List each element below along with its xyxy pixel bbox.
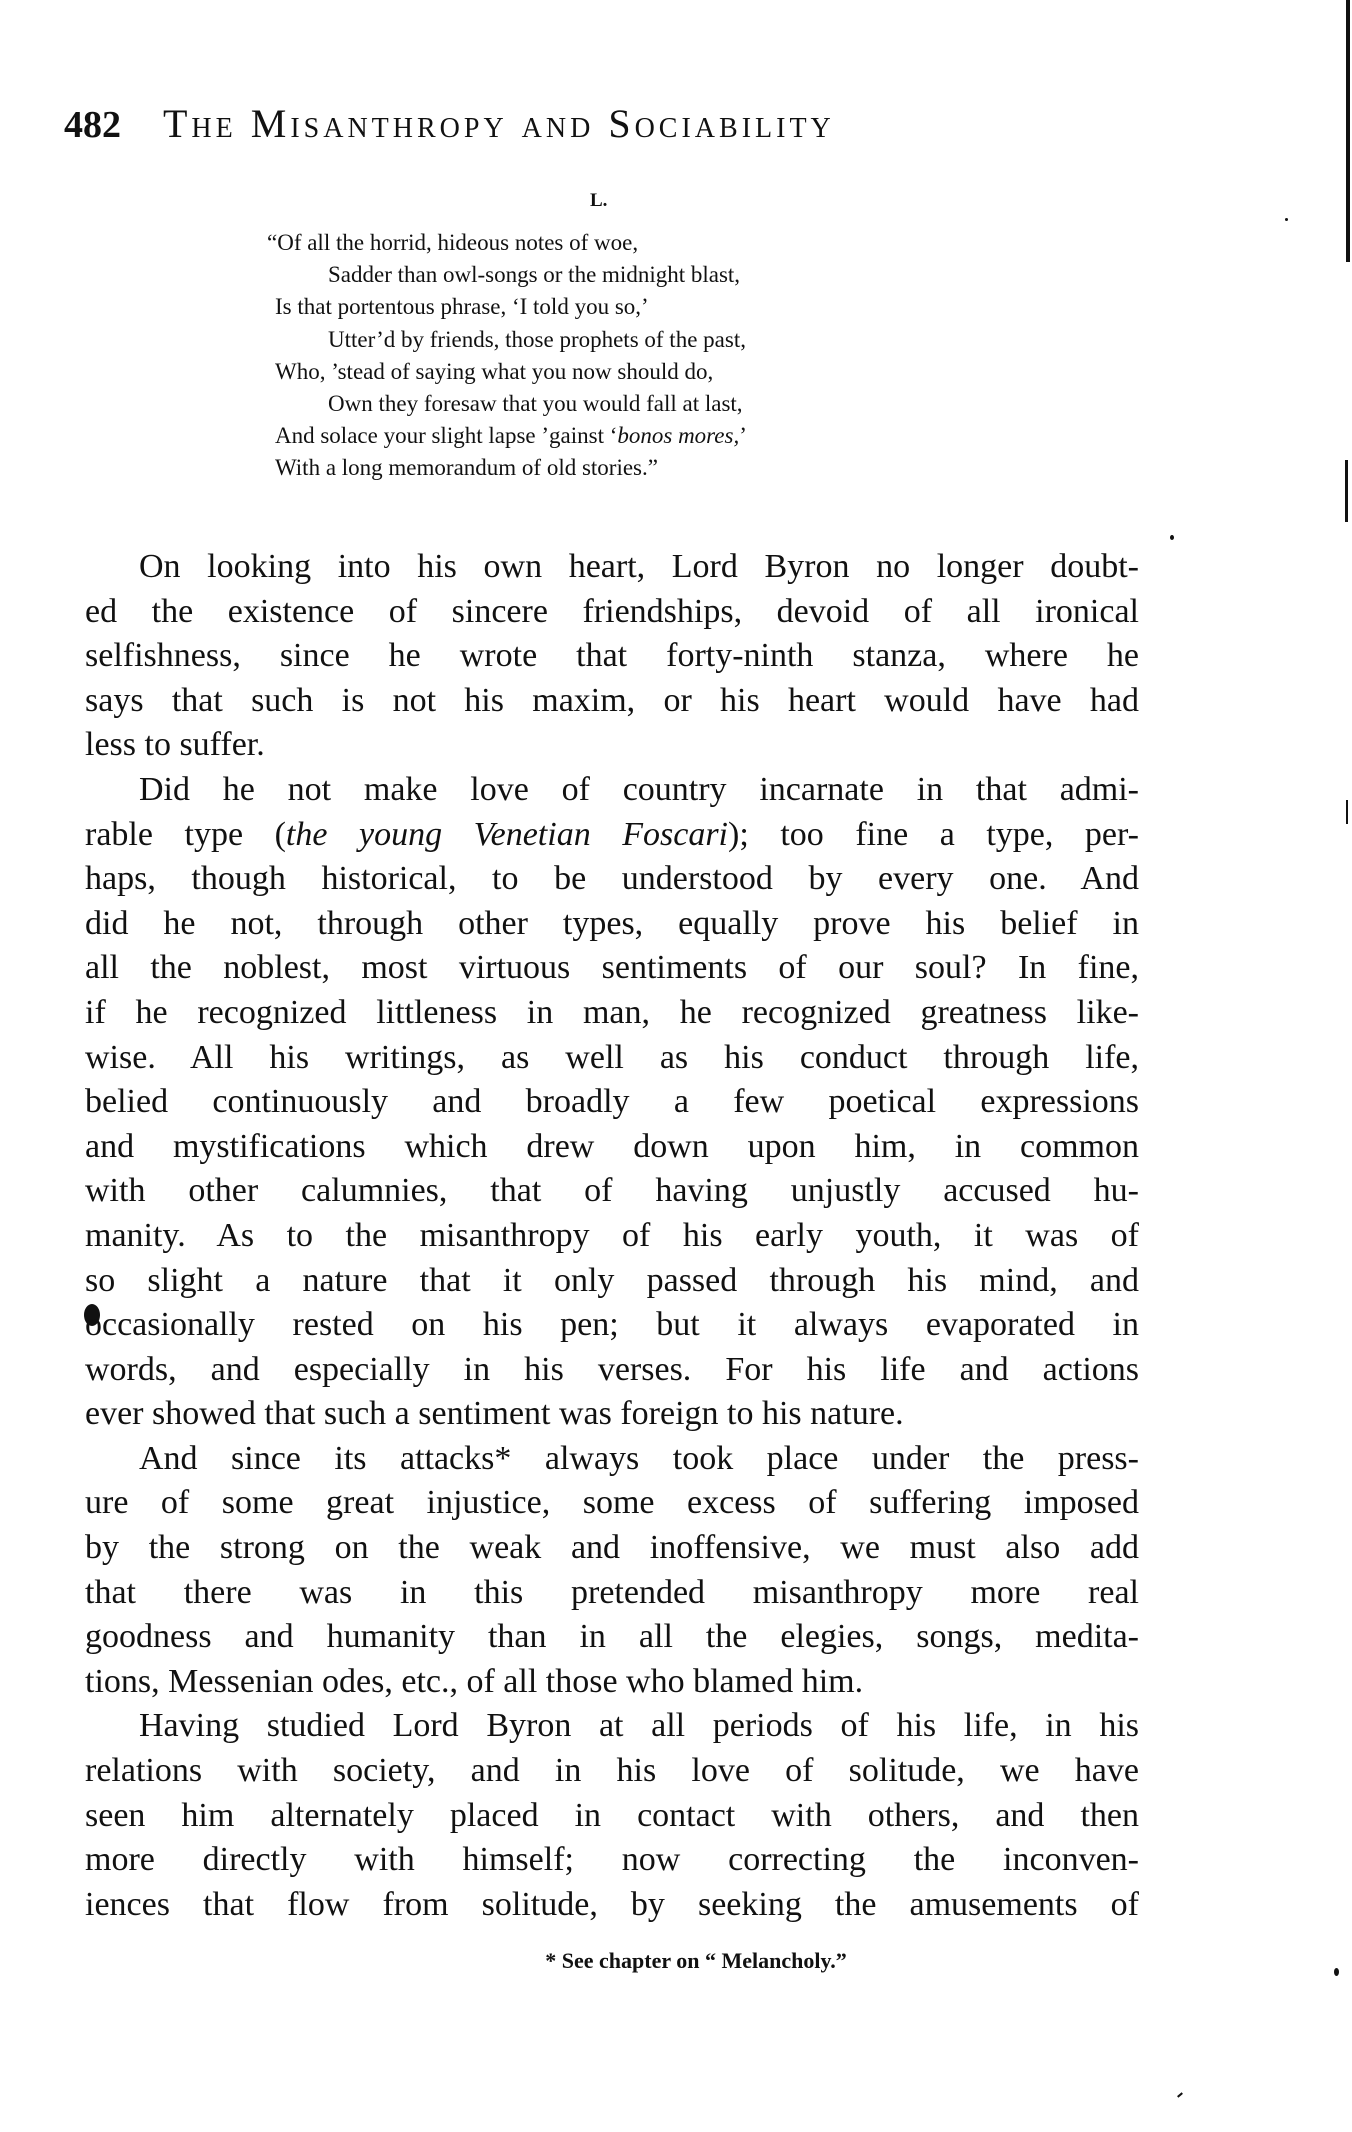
text-run: And solace your slight lapse ’gainst ‘ — [275, 423, 618, 449]
scan-speck — [1170, 535, 1174, 540]
text-line — [85, 946, 1139, 991]
text-line — [85, 857, 1139, 902]
text-line — [85, 723, 1139, 768]
text-line — [85, 1214, 1139, 1259]
paragraph — [85, 545, 1139, 768]
text-line — [85, 1794, 1139, 1839]
verse-line: Is that portentous phrase, ‘I told you so,’ — [275, 294, 649, 320]
text-line — [85, 1437, 1139, 1482]
text-line — [85, 1169, 1139, 1214]
text-run: words, and especially in his verses. For his life and actions — [85, 1350, 1139, 1388]
verse-line: Own they foresaw that you would fall at last, — [328, 390, 743, 416]
scan-speck — [1285, 218, 1288, 221]
text-run: says that such is not his maxim, or his heart would have had — [85, 681, 1139, 719]
running-title: The Misanthropy and Sociability — [163, 101, 835, 146]
text-run: by the strong on the weak and inoffensive, we must also add — [85, 1529, 1139, 1567]
text-run: so slight a nature that it only passed through his mind, and — [85, 1261, 1139, 1299]
text-run: seen him alternately placed in contact with others, and then — [85, 1796, 1139, 1834]
text-run: that there was in this pretended misanthropy more real — [85, 1573, 1139, 1611]
verse-line: Who, ’stead of saying what you now should do, — [275, 358, 714, 384]
text-run: did he not, through other types, equally prove his belief in — [85, 904, 1139, 942]
text-run: ed the existence of sincere friendships, devoid of all ironical — [85, 592, 1139, 630]
scan-edge-mark — [1346, 800, 1348, 824]
text-line — [85, 1259, 1139, 1304]
text-line — [85, 1348, 1139, 1393]
paragraph — [85, 1704, 1139, 1927]
text-line — [85, 1080, 1139, 1125]
text-run: And since its attacks* always took place under the press- — [139, 1439, 1139, 1477]
page-number: 482 — [64, 104, 121, 146]
text-line — [85, 1481, 1139, 1526]
verse-line: Utter’d by friends, those prophets of the past, — [328, 326, 746, 352]
text-line — [85, 1615, 1139, 1660]
text-line — [85, 679, 1139, 724]
text-run: ever showed that such a sentiment was foreign to his nature. — [85, 1395, 904, 1433]
text-line — [85, 1571, 1139, 1616]
text-run: if he recognized littleness in man, he recognized greatness like- — [85, 993, 1139, 1031]
paragraph — [85, 768, 1139, 1437]
text-run: belied continuously and broadly a few poetical expressions — [85, 1083, 1139, 1121]
italic-text: bonos mores, — [617, 423, 740, 449]
text-run: all the noblest, most virtuous sentiments of our soul? In fine, — [85, 949, 1139, 987]
text-line — [85, 545, 1139, 590]
text-run: selfishness, since he wrote that forty-ninth stanza, where he — [85, 637, 1139, 675]
text-run: and mystifications which drew down upon him, in common — [85, 1127, 1139, 1165]
text-run: less to suffer. — [85, 726, 265, 764]
text-run: iences that flow from solitude, by seeking the amusements of — [85, 1885, 1139, 1923]
text-line — [85, 1749, 1139, 1794]
text-run: tions, Messenian odes, etc., of all those who blamed him. — [85, 1662, 864, 1700]
scan-edge-mark — [1346, 0, 1350, 262]
text-line — [85, 1704, 1139, 1749]
text-line — [85, 634, 1139, 679]
text-line — [85, 1838, 1139, 1883]
stanza-number: L. — [590, 190, 608, 211]
text-run: with other calumnies, that of having unjustly accused hu- — [85, 1172, 1139, 1210]
text-line — [85, 590, 1139, 635]
text-run: ); too fine a type, per- — [728, 815, 1139, 853]
verse-line: With a long memorandum of old stories.” — [275, 455, 658, 481]
text-run: occasionally rested on his pen; but it always evaporated in — [85, 1306, 1139, 1344]
footnote: * See chapter on “ Melancholy.” — [545, 1948, 847, 1973]
verse-stanza — [267, 227, 1055, 485]
text-run: goodness and humanity than in all the elegies, songs, medita- — [85, 1618, 1139, 1656]
text-line — [85, 902, 1139, 947]
verse-line: “Of all the horrid, hideous notes of woe, — [267, 230, 639, 255]
text-run: On looking into his own heart, Lord Byron no longer doubt- — [139, 548, 1139, 585]
verse-line: Sadder than owl-songs or the midnight blast, — [328, 262, 741, 288]
text-line — [85, 1125, 1139, 1170]
text-line — [85, 1303, 1139, 1348]
text-run: haps, though historical, to be understood by every one. And — [85, 860, 1139, 898]
text-run: manity. As to the misanthropy of his early youth, it was of — [85, 1216, 1139, 1254]
text-line — [85, 1392, 1139, 1437]
verse-line — [275, 420, 1055, 452]
text-run: rable type ( — [85, 815, 286, 853]
text-line — [85, 1883, 1139, 1928]
text-line — [85, 1526, 1139, 1571]
text-run: wise. All his writings, as well as his conduct through life, — [85, 1038, 1139, 1076]
scan-edge-mark — [1345, 460, 1348, 522]
text-run: Did he not make love of country incarnate in that admi- — [139, 770, 1139, 808]
text-run: Having studied Lord Byron at all periods of his life, in his — [139, 1707, 1139, 1745]
text-line — [85, 813, 1139, 858]
scan-speck — [1177, 2092, 1183, 2097]
text-run: relations with society, and in his love of solitude, we have — [85, 1752, 1139, 1790]
text-run: ure of some great injustice, some excess of suffering imposed — [85, 1484, 1139, 1522]
italic-text: the young Venetian Foscari — [285, 815, 729, 853]
text-line — [85, 1660, 1139, 1705]
text-line — [85, 768, 1139, 813]
paragraph — [85, 1437, 1139, 1705]
text-run: more directly with himself; now correcting the inconven- — [85, 1841, 1139, 1879]
text-run: ’ — [739, 423, 747, 449]
body-text — [85, 545, 1139, 1927]
running-header — [64, 100, 1164, 150]
text-line — [85, 1036, 1139, 1081]
text-line — [85, 991, 1139, 1036]
